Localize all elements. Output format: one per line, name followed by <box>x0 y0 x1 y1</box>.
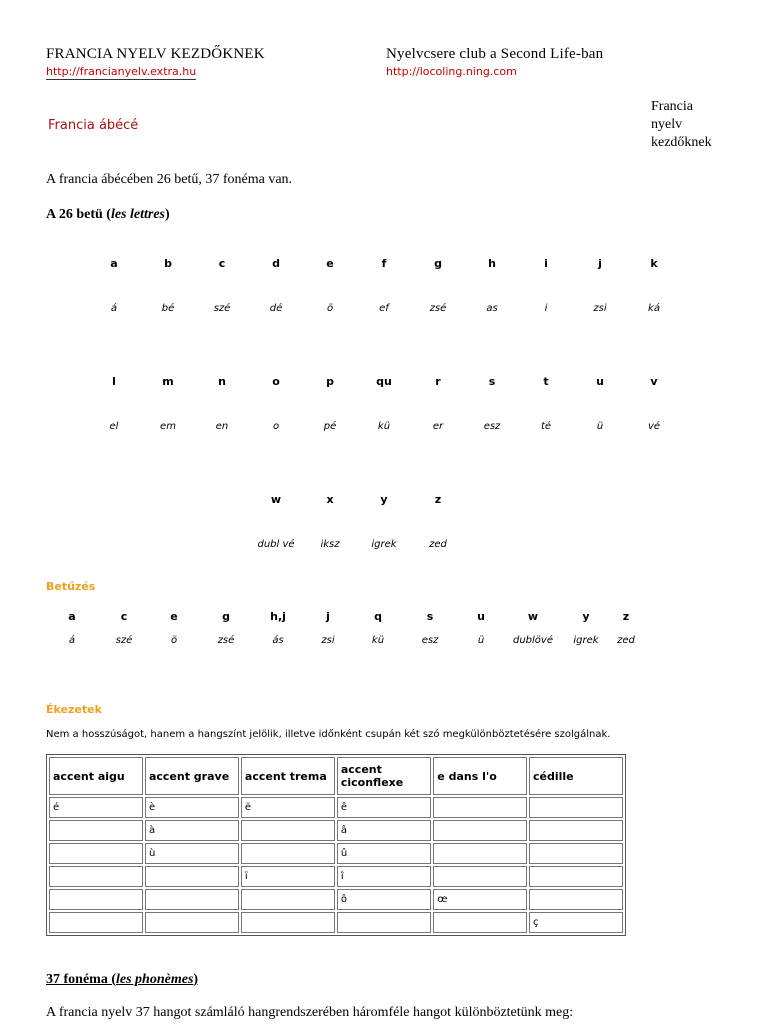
spelling-letter: z <box>622 610 630 623</box>
spelling-pronunciation: kü <box>371 635 385 646</box>
table-row <box>49 820 623 841</box>
intro-text: A francia ábécében 26 betű, 37 fonéma van. <box>46 172 293 187</box>
alphabet-pronunciation: szé <box>213 303 231 314</box>
table-cell: œ <box>433 889 527 910</box>
phonemes-text: A francia nyelv 37 hangot számláló hangrendszerében háromféle hangot különböztetünk meg: <box>46 1005 574 1020</box>
alphabet-pronunciation: bé <box>161 303 175 314</box>
alphabet-pronunciation: ö <box>326 303 334 314</box>
table-cell: ë <box>241 797 335 818</box>
alphabet-pronunciation: zsi <box>593 303 607 314</box>
alphabet-letter: k <box>650 257 658 270</box>
table-row <box>49 912 623 933</box>
table-header-cell: accent grave <box>145 757 239 795</box>
table-header-cell: accent trema <box>241 757 335 795</box>
alphabet-letter: w <box>270 493 282 506</box>
alphabet-letter: b <box>164 257 172 270</box>
table-header-cell: accent aigu <box>49 757 143 795</box>
alphabet-pronunciation: en <box>215 421 229 432</box>
alphabet-letter: y <box>380 493 388 506</box>
spelling-letter: h,j <box>270 610 286 623</box>
alphabet-pronunciation: el <box>109 421 119 432</box>
alphabet-letter: g <box>434 257 442 270</box>
alphabet-letter: f <box>381 257 387 270</box>
table-row <box>49 866 623 887</box>
alphabet-pronunciation: ü <box>596 421 604 432</box>
spelling-title: Betűzés <box>46 580 96 593</box>
table-cell <box>529 820 623 841</box>
spelling-letter: c <box>120 610 128 623</box>
spelling-letter: y <box>582 610 590 623</box>
table-cell: ù <box>145 843 239 864</box>
table-cell: à <box>145 820 239 841</box>
heading-text: 37 fonéma ( <box>46 972 116 987</box>
heading-text: A 26 betü ( <box>46 207 111 222</box>
alphabet-pronunciation: er <box>432 421 444 432</box>
table-header-cell: cédille <box>529 757 623 795</box>
header-right-title: Nyelvcsere club a Second Life-ban <box>386 46 604 62</box>
alphabet-letter: m <box>162 375 174 388</box>
spelling-letter: g <box>222 610 230 623</box>
alphabet-letter: v <box>650 375 658 388</box>
alphabet-pronunciation: zed <box>429 539 447 550</box>
alphabet-letter: i <box>544 257 548 270</box>
alphabet-pronunciation: ká <box>648 303 660 314</box>
table-cell <box>49 843 143 864</box>
table-cell <box>529 889 623 910</box>
table-cell <box>337 912 431 933</box>
alphabet-letter: x <box>326 493 334 506</box>
spelling-pronunciation: igrek <box>573 635 599 646</box>
alphabet-letter: z <box>434 493 442 506</box>
spelling-letter: e <box>170 610 178 623</box>
spelling-pronunciation: zsi <box>321 635 335 646</box>
table-header-cell: accent ciconflexe <box>337 757 431 795</box>
alphabet-letter: c <box>218 257 226 270</box>
alphabet-letter: j <box>598 257 602 270</box>
table-cell <box>433 820 527 841</box>
header-right-link[interactable]: http://locoling.ning.com <box>386 65 517 78</box>
alphabet-letter: a <box>110 257 118 270</box>
spelling-pronunciation: esz <box>421 635 439 646</box>
alphabet-letter: r <box>435 375 441 388</box>
table-row <box>49 889 623 910</box>
accents-title: Ékezetek <box>46 703 102 716</box>
letters-heading <box>46 207 170 223</box>
table-cell <box>241 912 335 933</box>
spelling-letter: a <box>68 610 76 623</box>
alphabet-letter: o <box>272 375 280 388</box>
spelling-letter: j <box>326 610 330 623</box>
alphabet-letter: h <box>488 257 496 270</box>
alphabet-letter: p <box>326 375 334 388</box>
table-cell: è <box>145 797 239 818</box>
heading-italic: les phonèmes <box>116 972 194 987</box>
table-cell <box>241 889 335 910</box>
table-header-row <box>49 757 623 795</box>
alphabet-pronunciation: o <box>272 421 280 432</box>
alphabet-pronunciation: dubl vé <box>257 539 295 550</box>
table-cell <box>433 843 527 864</box>
table-cell <box>433 866 527 887</box>
spelling-pronunciation: ö <box>170 635 178 646</box>
side-title-line: nyelv <box>651 117 683 132</box>
table-cell: â <box>337 820 431 841</box>
alphabet-letter: s <box>488 375 496 388</box>
table-cell <box>433 797 527 818</box>
side-title <box>651 98 741 152</box>
table-cell <box>145 866 239 887</box>
table-row <box>49 843 623 864</box>
alphabet-pronunciation: kü <box>377 421 391 432</box>
side-title-line: kezdőknek <box>651 135 712 150</box>
spelling-letter: q <box>374 610 382 623</box>
table-cell <box>241 820 335 841</box>
alphabet-pronunciation: as <box>486 303 498 314</box>
table-cell <box>433 912 527 933</box>
table-cell <box>49 912 143 933</box>
alphabet-letter: n <box>218 375 226 388</box>
alphabet-letter: d <box>272 257 280 270</box>
table-cell: ô <box>337 889 431 910</box>
spelling-pronunciation: dublövé <box>513 635 553 646</box>
heading-text: ) <box>193 972 199 987</box>
table-cell: é <box>49 797 143 818</box>
table-cell <box>145 912 239 933</box>
alphabet-pronunciation: té <box>540 421 552 432</box>
spelling-pronunciation: ü <box>477 635 485 646</box>
alphabet-letter: t <box>543 375 549 388</box>
section-title: Francia ábécé <box>48 118 139 133</box>
table-cell <box>529 797 623 818</box>
table-row <box>49 797 623 818</box>
table-header-cell: e dans l'o <box>433 757 527 795</box>
phonemes-heading <box>46 972 198 988</box>
table-cell: ï <box>241 866 335 887</box>
alphabet-pronunciation: zsé <box>429 303 447 314</box>
spelling-letter: w <box>527 610 539 623</box>
table-cell <box>529 866 623 887</box>
table-cell: û <box>337 843 431 864</box>
alphabet-pronunciation: á <box>110 303 118 314</box>
spelling-pronunciation: zsé <box>217 635 235 646</box>
alphabet-pronunciation: dé <box>269 303 283 314</box>
table-cell <box>529 843 623 864</box>
alphabet-pronunciation: vé <box>647 421 661 432</box>
table-cell <box>49 889 143 910</box>
heading-italic: les lettres <box>110 207 165 222</box>
alphabet-pronunciation: ef <box>379 303 389 314</box>
table-cell <box>145 889 239 910</box>
alphabet-pronunciation: esz <box>483 421 501 432</box>
spelling-pronunciation: á <box>68 635 76 646</box>
table-cell: ê <box>337 797 431 818</box>
alphabet-letter: e <box>326 257 334 270</box>
side-title-line: Francia <box>651 99 693 114</box>
alphabet-pronunciation: pé <box>323 421 337 432</box>
spelling-pronunciation: zed <box>617 635 635 646</box>
table-cell: ç <box>529 912 623 933</box>
spelling-pronunciation: ás <box>272 635 284 646</box>
heading-text: ) <box>165 207 170 222</box>
header-left-link[interactable]: http://francianyelv.extra.hu <box>46 65 197 78</box>
spelling-letter: s <box>426 610 434 623</box>
alphabet-letter: l <box>112 375 116 388</box>
table-cell <box>49 820 143 841</box>
alphabet-letter: qu <box>376 375 392 388</box>
alphabet-pronunciation: em <box>160 421 176 432</box>
spelling-pronunciation: szé <box>115 635 133 646</box>
spelling-letter: u <box>477 610 485 623</box>
accents-table <box>46 754 626 936</box>
table-cell <box>241 843 335 864</box>
alphabet-pronunciation: igrek <box>371 539 397 550</box>
table-cell <box>49 866 143 887</box>
alphabet-pronunciation: iksz <box>320 539 340 550</box>
alphabet-pronunciation: i <box>544 303 548 314</box>
accents-description: Nem a hosszúságot, hanem a hangszínt jelölik, illetve időnként csupán két szó megkülönböztetésére szolgálnak. <box>46 729 611 740</box>
alphabet-letter: u <box>596 375 604 388</box>
header-left-title: FRANCIA NYELV KEZDŐKNEK <box>46 46 265 62</box>
table-cell: î <box>337 866 431 887</box>
